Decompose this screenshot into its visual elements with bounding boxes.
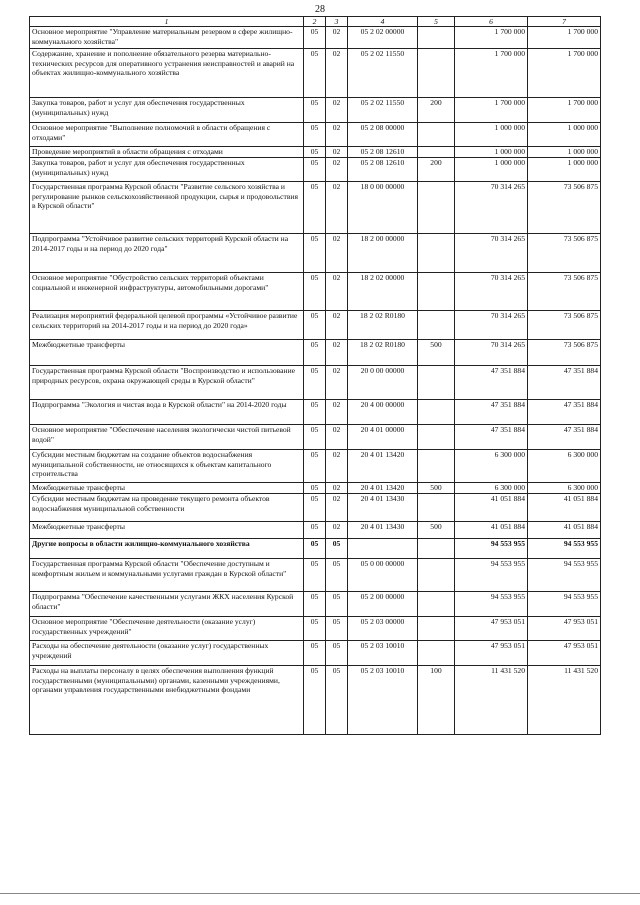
row-section-cell: 05 [304,182,326,234]
row-amount-year1-cell: 94 553 955 [455,559,528,592]
row-section-cell: 05 [304,522,326,539]
row-section-cell: 05 [304,400,326,425]
row-section-cell: 05 [304,494,326,522]
table-row [30,494,601,522]
row-amount-year2-cell: 73 506 875 [528,273,601,311]
table-row [30,27,601,49]
row-expense-type-cell [418,27,455,49]
row-target-article-cell: 05 2 02 00000 [348,27,418,49]
row-section-cell: 05 [304,273,326,311]
row-subsection-cell: 02 [326,522,348,539]
row-name-cell: Подпрограмма "Устойчивое развитие сельских территорий Курской области на 2014-2017 годы и на период до 2020 года" [30,234,304,273]
row-amount-year1-cell: 1 000 000 [455,158,528,182]
row-amount-year2-cell: 11 431 520 [528,666,601,735]
row-name-cell: Государственная программа Курской области "Развитие сельского хозяйства и регулирование рынков сельскохозяйственной продукции, сырья и продовольствия в Курской области" [30,182,304,234]
page-bottom-rule [0,893,640,894]
row-target-article-cell: 18 2 02 00000 [348,273,418,311]
row-section-cell: 05 [304,123,326,147]
row-target-article-cell: 18 2 00 00000 [348,234,418,273]
header-cell: 1 [30,17,304,27]
row-name-cell: Расходы на выплаты персоналу в целях обеспечения выполнения функций государственными (муниципальными) органами, казенными учреждениями, органами управления государственными внебюджетными фондами [30,666,304,735]
row-target-article-cell: 05 2 03 00000 [348,617,418,641]
row-expense-type-cell [418,366,455,400]
row-amount-year2-cell: 6 300 000 [528,483,601,494]
row-expense-type-cell: 100 [418,666,455,735]
row-expense-type-cell [418,617,455,641]
row-amount-year2-cell: 94 553 955 [528,592,601,617]
row-amount-year1-cell: 94 553 955 [455,592,528,617]
row-expense-type-cell [418,311,455,340]
table-row [30,450,601,483]
row-name-cell: Межбюджетные трансферты [30,340,304,366]
row-subsection-cell: 02 [326,366,348,400]
row-section-cell: 05 [304,366,326,400]
row-section-cell: 05 [304,666,326,735]
row-name-cell: Государственная программа Курской области "Воспроизводство и использование природных ресурсов, охрана окружающей среды в Курской области" [30,366,304,400]
table-row [30,425,601,450]
row-amount-year2-cell: 41 051 884 [528,522,601,539]
row-section-cell: 05 [304,425,326,450]
row-target-article-cell: 05 2 08 00000 [348,123,418,147]
table-row [30,147,601,158]
row-section-cell: 05 [304,147,326,158]
row-amount-year2-cell: 1 700 000 [528,98,601,123]
row-section-cell: 05 [304,483,326,494]
row-amount-year1-cell: 47 953 051 [455,617,528,641]
row-subsection-cell: 02 [326,311,348,340]
table-row [30,522,601,539]
row-target-article-cell: 18 2 02 R0180 [348,311,418,340]
row-section-cell: 05 [304,641,326,666]
row-amount-year1-cell: 70 314 265 [455,311,528,340]
row-subsection-cell: 02 [326,123,348,147]
row-subsection-cell: 02 [326,425,348,450]
row-name-cell: Основное мероприятие "Выполнение полномочий в области обращения с отходами" [30,123,304,147]
row-section-cell: 05 [304,311,326,340]
table-row [30,311,601,340]
row-subsection-cell: 02 [326,27,348,49]
row-subsection-cell: 02 [326,182,348,234]
table-row [30,182,601,234]
row-subsection-cell: 02 [326,483,348,494]
row-amount-year2-cell: 47 351 884 [528,425,601,450]
row-subsection-cell: 05 [326,592,348,617]
row-expense-type-cell [418,147,455,158]
row-section-cell: 05 [304,559,326,592]
row-expense-type-cell [418,641,455,666]
row-name-cell: Субсидии местным бюджетам на создание объектов водоснабжения муниципальной собственности, не относящихся к объектам капитального строительства [30,450,304,483]
row-amount-year2-cell: 41 051 884 [528,494,601,522]
row-expense-type-cell: 500 [418,483,455,494]
row-subsection-cell: 05 [326,559,348,592]
row-target-article-cell: 05 2 03 10010 [348,666,418,735]
row-name-cell: Основное мероприятие "Обустройство сельских территорий объектами социальной и инженерной инфраструктуры, автомобильными дорогами" [30,273,304,311]
row-name-cell: Подпрограмма "Обеспечение качественными услугами ЖКХ населения Курской области" [30,592,304,617]
row-amount-year2-cell: 1 000 000 [528,158,601,182]
row-amount-year1-cell: 70 314 265 [455,340,528,366]
row-amount-year1-cell: 47 351 884 [455,425,528,450]
header-cell: 3 [326,17,348,27]
header-cell: 5 [418,17,455,27]
row-amount-year2-cell: 1 700 000 [528,27,601,49]
row-amount-year2-cell: 1 000 000 [528,123,601,147]
row-target-article-cell: 20 4 01 13420 [348,450,418,483]
row-subsection-cell: 05 [326,666,348,735]
row-amount-year2-cell: 47 351 884 [528,400,601,425]
row-expense-type-cell: 200 [418,98,455,123]
row-name-cell: Основное мероприятие "Обеспечение населения экологически чистой питьевой водой" [30,425,304,450]
row-subsection-cell: 02 [326,400,348,425]
row-amount-year1-cell: 94 553 955 [455,539,528,559]
row-amount-year2-cell: 6 300 000 [528,450,601,483]
row-expense-type-cell: 200 [418,158,455,182]
row-amount-year2-cell: 94 553 955 [528,539,601,559]
row-target-article-cell: 05 2 00 00000 [348,592,418,617]
row-subsection-cell: 02 [326,49,348,98]
row-amount-year1-cell: 1 700 000 [455,98,528,123]
row-amount-year2-cell: 73 506 875 [528,234,601,273]
header-cell: 7 [528,17,601,27]
row-name-cell: Закупка товаров, работ и услуг для обеспечения государственных (муниципальных) нужд [30,158,304,182]
row-target-article-cell: 05 2 08 12610 [348,147,418,158]
table-row [30,98,601,123]
row-amount-year2-cell: 94 553 955 [528,559,601,592]
row-target-article-cell: 05 2 08 12610 [348,158,418,182]
table-row [30,366,601,400]
table-row [30,158,601,182]
row-amount-year2-cell: 47 953 051 [528,641,601,666]
row-section-cell: 05 [304,158,326,182]
row-amount-year1-cell: 47 953 051 [455,641,528,666]
row-name-cell: Межбюджетные трансферты [30,522,304,539]
row-expense-type-cell [418,425,455,450]
row-subsection-cell: 02 [326,234,348,273]
table-row [30,483,601,494]
row-target-article-cell: 20 4 01 00000 [348,425,418,450]
row-section-cell: 05 [304,98,326,123]
row-expense-type-cell [418,273,455,311]
row-name-cell: Содержание, хранение и пополнение обязательного резерва материально-технических ресурсов для оперативного устранения неисправностей и аварий на объектах жилищно-коммунального хозяйства [30,49,304,98]
row-section-cell: 05 [304,539,326,559]
table-row [30,273,601,311]
row-amount-year1-cell: 47 351 884 [455,366,528,400]
table-body [30,27,601,735]
page-number: 28 [315,4,325,15]
table-row [30,400,601,425]
row-expense-type-cell [418,592,455,617]
row-amount-year1-cell: 6 300 000 [455,483,528,494]
row-target-article-cell: 20 0 00 00000 [348,366,418,400]
row-section-cell: 05 [304,234,326,273]
row-name-cell: Подпрограмма "Экология и чистая вода в Курской области" на 2014-2020 годы [30,400,304,425]
row-name-cell: Основное мероприятие "Управление материальным резервом в сфере жилищно-коммунального хозяйства" [30,27,304,49]
row-subsection-cell: 05 [326,539,348,559]
row-amount-year1-cell: 70 314 265 [455,182,528,234]
table-row [30,666,601,735]
row-section-cell: 05 [304,27,326,49]
row-expense-type-cell [418,559,455,592]
row-target-article-cell: 18 2 02 R0180 [348,340,418,366]
row-amount-year1-cell: 70 314 265 [455,273,528,311]
row-expense-type-cell [418,123,455,147]
row-amount-year1-cell: 1 700 000 [455,27,528,49]
table-row [30,234,601,273]
row-section-cell: 05 [304,617,326,641]
row-name-cell: Реализация мероприятий федеральной целевой программы «Устойчивое развитие сельских территорий на 2014-2017 годы и на период до 2020 года» [30,311,304,340]
row-name-cell: Межбюджетные трансферты [30,483,304,494]
row-section-cell: 05 [304,592,326,617]
row-amount-year2-cell: 73 506 875 [528,182,601,234]
row-subsection-cell: 05 [326,617,348,641]
table-row [30,592,601,617]
row-amount-year2-cell: 47 953 051 [528,617,601,641]
row-section-cell: 05 [304,340,326,366]
row-target-article-cell: 05 2 03 10010 [348,641,418,666]
row-name-cell: Основное мероприятие "Обеспечение деятельности (оказание услуг) государственных учреждений" [30,617,304,641]
row-subsection-cell: 05 [326,641,348,666]
row-subsection-cell: 02 [326,340,348,366]
table-row [30,617,601,641]
row-amount-year1-cell: 41 051 884 [455,494,528,522]
row-target-article-cell: 20 4 01 13430 [348,522,418,539]
table-row [30,49,601,98]
row-amount-year1-cell: 70 314 265 [455,234,528,273]
header-row [30,17,601,27]
row-section-cell: 05 [304,450,326,483]
row-expense-type-cell [418,450,455,483]
table-row [30,340,601,366]
row-target-article-cell: 20 4 01 13420 [348,483,418,494]
row-amount-year1-cell: 47 351 884 [455,400,528,425]
header-cell: 6 [455,17,528,27]
row-name-cell: Субсидии местным бюджетам на проведение текущего ремонта объектов водоснабжения муниципальной собственности [30,494,304,522]
row-expense-type-cell [418,539,455,559]
row-subsection-cell: 02 [326,147,348,158]
row-name-cell: Расходы на обеспечение деятельности (оказание услуг) государственных учреждений [30,641,304,666]
row-target-article-cell [348,539,418,559]
row-expense-type-cell [418,234,455,273]
row-amount-year1-cell: 41 051 884 [455,522,528,539]
row-amount-year1-cell: 6 300 000 [455,450,528,483]
row-amount-year2-cell: 47 351 884 [528,366,601,400]
row-amount-year2-cell: 73 506 875 [528,311,601,340]
row-expense-type-cell: 500 [418,522,455,539]
row-subsection-cell: 02 [326,494,348,522]
row-amount-year1-cell: 1 000 000 [455,147,528,158]
row-target-article-cell: 18 0 00 00000 [348,182,418,234]
table-row [30,123,601,147]
row-name-cell: Закупка товаров, работ и услуг для обеспечения государственных (муниципальных) нужд [30,98,304,123]
table-row [30,641,601,666]
row-subsection-cell: 02 [326,273,348,311]
row-amount-year2-cell: 1 000 000 [528,147,601,158]
row-expense-type-cell [418,494,455,522]
row-section-cell: 05 [304,49,326,98]
row-subsection-cell: 02 [326,450,348,483]
row-name-cell: Государственная программа Курской области "Обеспечение доступным и комфортным жильем и коммунальными услугами граждан в Курской области" [30,559,304,592]
row-expense-type-cell: 500 [418,340,455,366]
row-amount-year1-cell: 11 431 520 [455,666,528,735]
row-target-article-cell: 20 4 01 13430 [348,494,418,522]
row-target-article-cell: 05 0 00 00000 [348,559,418,592]
row-name-cell: Другие вопросы в области жилищно-коммунального хозяйства [30,539,304,559]
row-amount-year2-cell: 73 506 875 [528,340,601,366]
table-row [30,539,601,559]
row-amount-year1-cell: 1 700 000 [455,49,528,98]
budget-table [29,16,601,735]
row-name-cell: Проведение мероприятий в области обращения с отходами [30,147,304,158]
table-row [30,559,601,592]
header-cell: 4 [348,17,418,27]
row-target-article-cell: 05 2 02 11550 [348,49,418,98]
row-target-article-cell: 05 2 02 11550 [348,98,418,123]
row-target-article-cell: 20 4 00 00000 [348,400,418,425]
row-amount-year1-cell: 1 000 000 [455,123,528,147]
row-expense-type-cell [418,49,455,98]
row-amount-year2-cell: 1 700 000 [528,49,601,98]
row-expense-type-cell [418,182,455,234]
row-subsection-cell: 02 [326,98,348,123]
row-subsection-cell: 02 [326,158,348,182]
header-cell: 2 [304,17,326,27]
row-expense-type-cell [418,400,455,425]
